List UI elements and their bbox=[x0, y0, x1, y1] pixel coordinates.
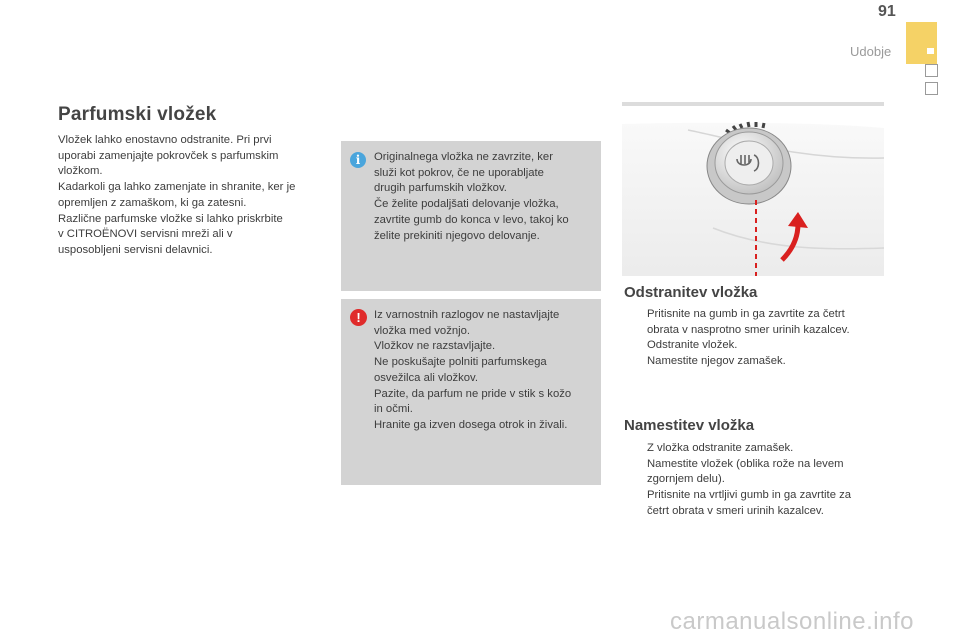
list-item bbox=[624, 488, 884, 519]
warning-line: in očmi. bbox=[374, 403, 413, 416]
intro-line: uporabi zamenjajte pokrovček s parfumskim bbox=[58, 149, 279, 162]
list-item bbox=[624, 457, 884, 488]
watermark: carmanualsonline.info bbox=[670, 608, 914, 635]
intro-line: Vložek lahko enostavno odstranite. Pri prvi bbox=[58, 134, 272, 146]
page-number: 91 bbox=[878, 3, 896, 20]
info-line: drugih parfumskih vložkov. bbox=[374, 182, 507, 195]
intro-line: usposobljeni servisni delavnici. bbox=[58, 243, 213, 256]
intro-line: v CITROËNOVI servisni mreži ali v bbox=[58, 228, 233, 241]
warning-line: vložka med vožnjo. bbox=[374, 324, 471, 337]
info-line: zavrtite gumb do konca v levo, takoj ko bbox=[374, 213, 569, 226]
warning-line: Ne poskušajte polniti parfumskega bbox=[374, 356, 547, 369]
info-line: Originalnega vložka ne zavrzite, ker bbox=[374, 151, 553, 163]
step-line: Odstranite vložek. bbox=[647, 339, 738, 352]
info-line: Če želite podaljšati delovanje vložka, bbox=[374, 198, 559, 211]
info-line: želite prekiniti njegovo delovanje. bbox=[374, 229, 540, 242]
warning-line: Hranite ga izven dosega otrok in živali. bbox=[374, 418, 568, 431]
step-line: Z vložka odstranite zamašek. bbox=[647, 442, 794, 454]
warning-line: Iz varnostnih razlogov ne nastavljajte bbox=[374, 309, 560, 321]
intro-line: opremljen z zamaškom, ki ga zatesni. bbox=[58, 196, 247, 209]
warning-line: Vložkov ne razstavljajte. bbox=[374, 340, 496, 353]
warning-box bbox=[341, 299, 601, 485]
warning-icon: ! bbox=[350, 309, 367, 326]
step-line: Pritisnite na vrtljivi gumb in ga zavrtite za bbox=[647, 489, 852, 502]
warning-text bbox=[374, 308, 596, 434]
install-heading: Namestitev vložka bbox=[624, 417, 755, 434]
list-item bbox=[624, 307, 884, 338]
intro-line: vložkom. bbox=[58, 165, 103, 178]
section-tab-empty[interactable] bbox=[925, 64, 938, 77]
info-icon: i bbox=[350, 152, 366, 168]
install-steps bbox=[624, 441, 884, 520]
list-item bbox=[624, 354, 884, 370]
step-line: zgornjem delu). bbox=[647, 473, 725, 486]
step-line: četrt obrata v smeri urinih kazalcev. bbox=[647, 504, 824, 517]
list-item bbox=[624, 441, 884, 457]
intro-line: Različne parfumske vložke si lahko priskrbite bbox=[58, 212, 283, 225]
info-box bbox=[341, 141, 601, 291]
step-line: Namestite vložek (oblika rože na levem bbox=[647, 457, 844, 470]
step-line: obrata v nasprotno smer urinih kazalcev. bbox=[647, 323, 850, 336]
step-line: Pritisnite na gumb in ga zavrtite za četrt bbox=[647, 308, 845, 320]
section-tab-active[interactable] bbox=[906, 22, 937, 64]
warning-line: Pazite, da parfum ne pride v stik s kožo bbox=[374, 387, 572, 400]
intro-line: Kadarkoli ga lahko zamenjate in shranite, ker je bbox=[58, 181, 296, 194]
removal-steps bbox=[624, 307, 884, 370]
removal-heading: Odstranitev vložka bbox=[624, 284, 758, 301]
air-freshener-illustration bbox=[618, 100, 886, 276]
list-item bbox=[624, 338, 884, 354]
section-title: Udobje bbox=[850, 44, 892, 59]
info-text bbox=[374, 150, 596, 244]
tab-marker-icon bbox=[927, 48, 934, 54]
info-line: služi kot pokrov, če ne uporabljate bbox=[374, 166, 544, 179]
step-line: Namestite njegov zamašek. bbox=[647, 355, 786, 368]
intro-text bbox=[58, 133, 323, 259]
page-title: Parfumski vložek bbox=[58, 104, 217, 125]
warning-line: osvežilca ali vložkov. bbox=[374, 371, 479, 384]
section-tab-empty[interactable] bbox=[925, 82, 938, 95]
